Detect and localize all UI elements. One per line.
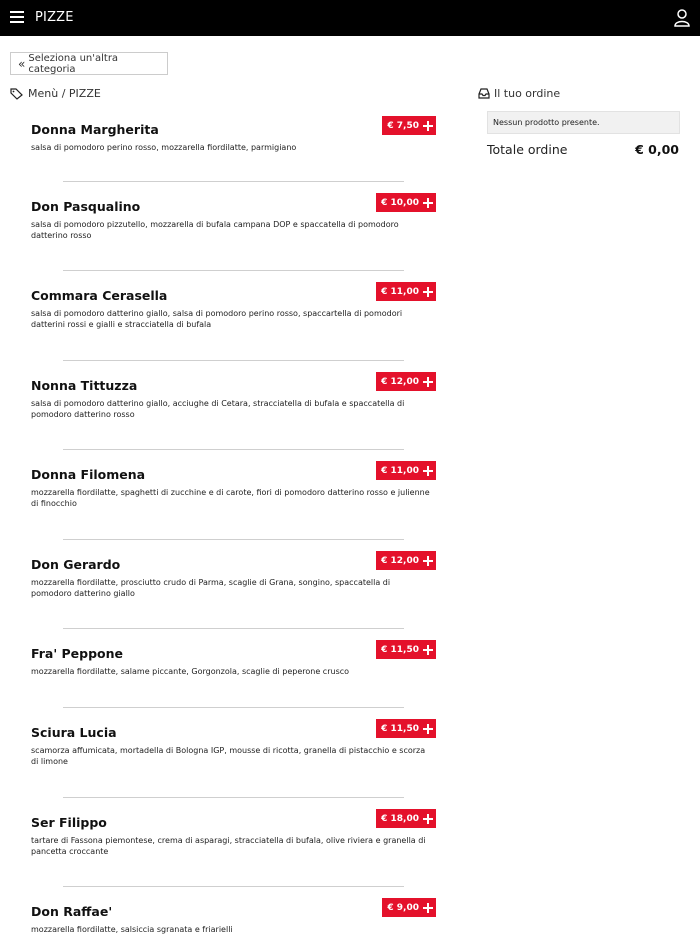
add-to-order-button[interactable] — [376, 719, 436, 738]
divider — [63, 628, 404, 629]
add-to-order-button[interactable] — [376, 640, 436, 659]
divider — [63, 360, 404, 361]
plus-icon — [423, 814, 433, 824]
item-description: mozzarella fiordilatte, prosciutto crudo di Parma, scaglie di Grana, songino, spaccatella di pomodoro datterino giallo — [31, 578, 391, 598]
menu-item — [31, 904, 436, 934]
menu-item — [31, 646, 436, 678]
item-description: salsa di pomodoro datterino giallo, salsa di pomodoro perino rosso, spaccartella di pomodori datterini rossi e gialli e stracciatella di bufala — [31, 309, 403, 329]
item-name: Donna Margherita — [31, 122, 159, 137]
divider — [63, 181, 404, 182]
menu-item — [31, 288, 436, 330]
item-price: € 18,00 — [381, 813, 419, 824]
item-description: salsa di pomodoro pizzutello, mozzarella di bufala campana DOP e spaccatella di pomodoro datterino rosso — [31, 220, 399, 240]
plus-icon — [423, 724, 433, 734]
item-name: Ser Filippo — [31, 815, 107, 830]
order-total-label: Totale ordine — [487, 142, 568, 157]
double-chevron-left-icon: « — [18, 56, 26, 71]
item-name: Don Gerardo — [31, 557, 121, 572]
select-category-label: Seleziona un'altra categoria — [28, 52, 119, 75]
add-to-order-button[interactable] — [376, 193, 436, 212]
item-price: € 11,50 — [381, 723, 419, 734]
divider — [63, 886, 404, 887]
divider — [63, 449, 404, 450]
divider — [63, 270, 404, 271]
menu-item — [31, 467, 436, 509]
item-price: € 7,50 — [387, 120, 419, 131]
empty-order-message: Nessun prodotto presente. — [487, 111, 680, 134]
add-to-order-button[interactable] — [376, 372, 436, 391]
plus-icon — [423, 287, 433, 297]
top-bar — [0, 0, 700, 36]
item-name: Sciura Lucia — [31, 725, 117, 740]
divider — [63, 797, 404, 798]
breadcrumb — [10, 87, 101, 100]
hamburger-icon[interactable] — [10, 11, 24, 23]
add-to-order-button[interactable] — [376, 809, 436, 828]
plus-icon — [423, 466, 433, 476]
item-price: € 11,00 — [381, 465, 419, 476]
item-price: € 10,00 — [381, 197, 419, 208]
item-name: Don Pasqualino — [31, 199, 141, 214]
item-description: mozzarella fiordilatte, salsiccia sgranata e friarielli — [31, 925, 233, 934]
item-price: € 11,50 — [381, 644, 419, 655]
page-title: PIZZE — [35, 10, 74, 25]
order-header — [478, 87, 560, 100]
item-description: scamorza affumicata, mortadella di Bologna IGP, mousse di ricotta, granella di pistacchio e scorza di limone — [31, 746, 426, 766]
plus-icon — [423, 903, 433, 913]
plus-icon — [423, 121, 433, 131]
select-category-button[interactable] — [10, 52, 168, 75]
plus-icon — [423, 645, 433, 655]
add-to-order-button[interactable] — [382, 116, 436, 135]
menu-item — [31, 815, 436, 857]
order-total-value: € 0,00 — [635, 142, 679, 157]
item-price: € 12,00 — [381, 555, 419, 566]
add-to-order-button[interactable] — [382, 898, 436, 917]
item-name: Don Raffae' — [31, 904, 113, 919]
menu-item — [31, 122, 436, 154]
item-price: € 12,00 — [381, 376, 419, 387]
tag-icon — [10, 88, 24, 100]
item-name: Nonna Tittuzza — [31, 378, 138, 393]
plus-icon — [423, 556, 433, 566]
divider — [63, 707, 404, 708]
add-to-order-button[interactable] — [376, 551, 436, 570]
menu-item — [31, 199, 436, 241]
item-name: Commara Cerasella — [31, 288, 168, 303]
plus-icon — [423, 198, 433, 208]
item-name: Donna Filomena — [31, 467, 146, 482]
order-title: Il tuo ordine — [494, 87, 561, 100]
add-to-order-button[interactable] — [376, 461, 436, 480]
item-description: mozzarella fiordilatte, salame piccante, Gorgonzola, scaglie di peperone crusco — [31, 667, 350, 676]
item-description: tartare di Fassona piemontese, crema di asparagi, stracciatella di bufala, olive riviera e granella di pancetta croccante — [31, 836, 426, 856]
item-description: salsa di pomodoro datterino giallo, acciughe di Cetara, stracciatella di bufala e spaccatella di pomodoro datterino rosso — [31, 399, 405, 419]
item-price: € 9,00 — [387, 902, 419, 913]
item-description: salsa di pomodoro perino rosso, mozzarella fiordilatte, parmigiano — [31, 143, 297, 152]
inbox-icon — [478, 88, 490, 99]
breadcrumb-text: Menù / PIZZE — [28, 87, 101, 100]
item-name: Fra' Peppone — [31, 646, 124, 661]
menu-item — [31, 725, 436, 767]
menu-item — [31, 378, 436, 420]
menu-item — [31, 557, 436, 599]
plus-icon — [423, 377, 433, 387]
divider — [63, 539, 404, 540]
user-icon[interactable] — [674, 9, 690, 27]
item-description: mozzarella fiordilatte, spaghetti di zucchine e di carote, fiori di pomodoro datterino rosso e julienne di finocchio — [31, 488, 430, 508]
item-price: € 11,00 — [381, 286, 419, 297]
add-to-order-button[interactable] — [376, 282, 436, 301]
